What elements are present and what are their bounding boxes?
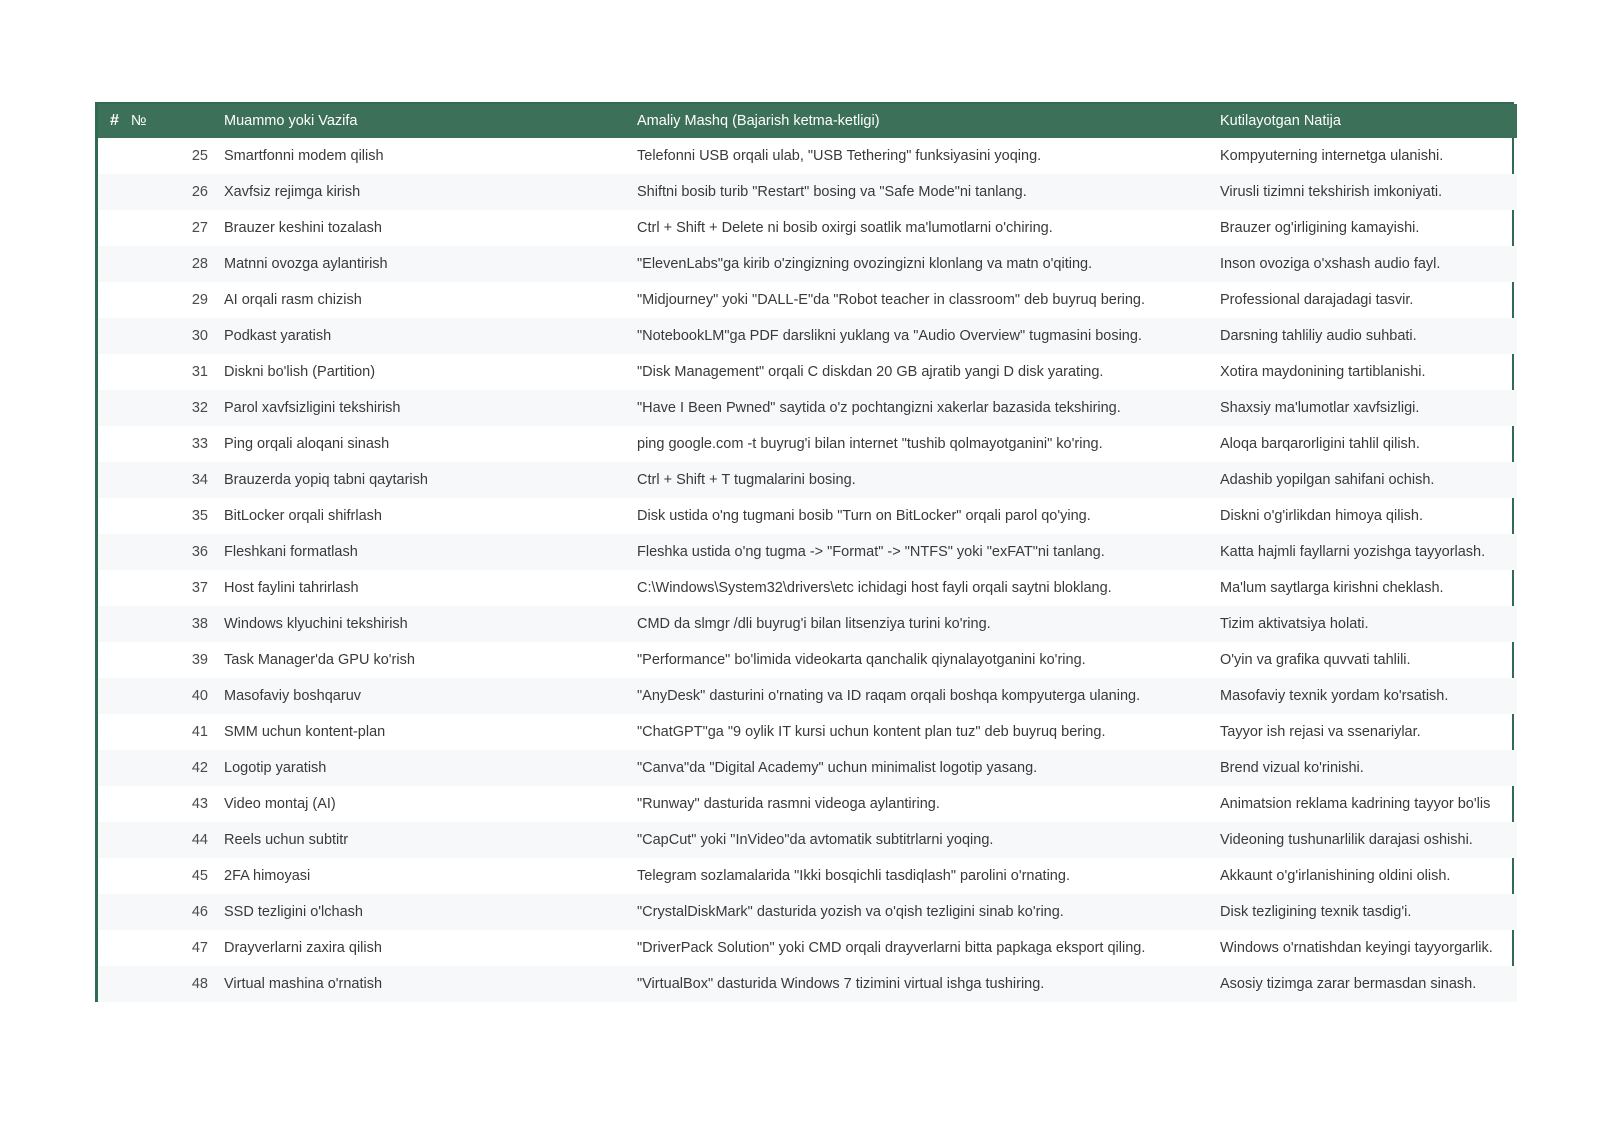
row-number: 48 [191, 976, 208, 992]
table-row [98, 642, 1517, 678]
row-steps: "Canva"da "Digital Academy" uchun minimalist logotip yasang. [637, 760, 1038, 776]
row-task: Reels uchun subtitr [224, 832, 349, 848]
row-number: 38 [191, 616, 208, 632]
header-result: Kutilayotgan Natija [1220, 113, 1341, 129]
task-table [98, 104, 1517, 1002]
row-steps: "CrystalDiskMark" dasturida yozish va o'qish tezligini sinab ko'ring. [637, 904, 1064, 920]
table-header [98, 104, 1517, 138]
row-result: Adashib yopilgan sahifani ochish. [1220, 472, 1435, 488]
header-hash: # [110, 112, 119, 129]
row-number: 46 [191, 904, 208, 920]
table-row [98, 966, 1517, 1002]
row-task: Ping orqali aloqani sinash [224, 436, 390, 452]
row-steps: "ChatGPT"ga "9 oylik IT kursi uchun kontent plan tuz" deb buyruq bering. [637, 724, 1106, 740]
table-row [98, 498, 1517, 534]
row-result: Shaxsiy ma'lumotlar xavfsizligi. [1220, 400, 1420, 416]
row-steps: "Runway" dasturida rasmni videoga aylantiring. [637, 796, 940, 812]
row-number: 34 [191, 472, 208, 488]
row-result: Inson ovoziga o'xshash audio fayl. [1220, 256, 1441, 272]
header-task: Muammo yoki Vazifa [224, 113, 358, 129]
row-steps: "Midjourney" yoki "DALL-E"da "Robot teacher in classroom" deb buyruq bering. [637, 292, 1146, 308]
table-row [98, 786, 1517, 822]
row-number: 47 [191, 940, 208, 956]
row-result: Akkaunt o'g'irlanishining oldini olish. [1220, 868, 1451, 884]
table-row [98, 210, 1517, 246]
row-task: SMM uchun kontent-plan [224, 724, 386, 740]
header-no: № [130, 113, 147, 129]
header-number [98, 104, 224, 138]
row-result: Virusli tizimni tekshirish imkoniyati. [1220, 184, 1443, 200]
row-number: 26 [191, 184, 208, 200]
row-task: Smartfonni modem qilish [224, 148, 384, 164]
table-row [98, 534, 1517, 570]
row-number: 41 [191, 724, 208, 740]
row-result: Asosiy tizimga zarar bermasdan sinash. [1220, 976, 1477, 992]
header-row [98, 104, 1517, 138]
row-task: Virtual mashina o'rnatish [224, 976, 383, 992]
table-row [98, 390, 1517, 426]
row-steps: "DriverPack Solution" yoki CMD orqali drayverlarni bitta papkaga eksport qiling. [637, 940, 1146, 956]
row-steps: Ctrl + Shift + T tugmalarini bosing. [637, 472, 856, 488]
row-result: Tizim aktivatsiya holati. [1220, 616, 1369, 632]
table-row [98, 570, 1517, 606]
row-number: 45 [191, 868, 208, 884]
table-row [98, 246, 1517, 282]
table-body [98, 138, 1517, 1002]
row-task: Brauzer keshini tozalash [224, 220, 382, 236]
row-result: Disk tezligining texnik tasdig'i. [1220, 904, 1412, 920]
row-result: Brend vizual ko'rinishi. [1220, 760, 1364, 776]
row-result: Tayyor ish rejasi va ssenariylar. [1220, 724, 1421, 740]
row-steps: Fleshka ustida o'ng tugma -> "Format" -> "NTFS" yoki "exFAT"ni tanlang. [637, 544, 1105, 560]
table-row [98, 714, 1517, 750]
row-result: Xotira maydonining tartiblanishi. [1220, 364, 1426, 380]
row-task: Podkast yaratish [224, 328, 332, 344]
row-steps: "VirtualBox" dasturida Windows 7 tizimini virtual ishga tushiring. [637, 976, 1045, 992]
row-task: Parol xavfsizligini tekshirish [224, 400, 401, 416]
row-result: Videoning tushunarlilik darajasi oshishi. [1220, 832, 1473, 848]
row-task: Fleshkani formatlash [224, 544, 358, 560]
row-task: Host faylini tahrirlash [224, 580, 359, 596]
row-task: Masofaviy boshqaruv [224, 688, 362, 704]
row-result: Animatsion reklama kadrining tayyor bo'lis [1220, 796, 1491, 812]
table-row [98, 858, 1517, 894]
row-number: 36 [191, 544, 208, 560]
table-row [98, 426, 1517, 462]
task-table-container [95, 102, 1514, 1002]
row-result: Windows o'rnatishdan keyingi tayyorgarlik. [1220, 940, 1493, 956]
row-number: 25 [191, 148, 208, 164]
table-row [98, 894, 1517, 930]
row-result: Katta hajmli fayllarni yozishga tayyorlash. [1220, 544, 1486, 560]
row-steps: Ctrl + Shift + Delete ni bosib oxirgi soatlik ma'lumotlarni o'chiring. [637, 220, 1053, 236]
table-row [98, 606, 1517, 642]
row-task: AI orqali rasm chizish [224, 292, 362, 308]
row-steps: Disk ustida o'ng tugmani bosib "Turn on BitLocker" orqali parol qo'ying. [637, 508, 1091, 524]
row-result: Professional darajadagi tasvir. [1220, 292, 1414, 308]
row-number: 35 [191, 508, 208, 524]
table-row [98, 678, 1517, 714]
row-number: 28 [191, 256, 208, 272]
row-number: 31 [191, 364, 208, 380]
row-task: Brauzerda yopiq tabni qaytarish [224, 472, 428, 488]
row-task: Logotip yaratish [224, 760, 327, 776]
row-result: Brauzer og'irligining kamayishi. [1220, 220, 1420, 236]
table-row [98, 138, 1517, 174]
row-steps: "Performance" bo'limida videokarta qanchalik qiynalayotganini ko'ring. [637, 652, 1086, 668]
row-steps: "Have I Been Pwned" saytida o'z pochtangizni xakerlar bazasida tekshiring. [637, 400, 1121, 416]
row-steps: CMD da slmgr /dli buyrug'i bilan litsenziya turini ko'ring. [637, 616, 991, 632]
row-task: Drayverlarni zaxira qilish [224, 940, 382, 956]
header-steps: Amaliy Mashq (Bajarish ketma-ketligi) [637, 113, 880, 129]
table-row [98, 354, 1517, 390]
row-task: Task Manager'da GPU ko'rish [224, 652, 415, 668]
table-row [98, 318, 1517, 354]
row-number: 30 [191, 328, 208, 344]
row-task: Xavfsiz rejimga kirish [224, 184, 361, 200]
row-steps: "Disk Management" orqali C diskdan 20 GB ajratib yangi D disk yarating. [637, 364, 1104, 380]
row-steps: ping google.com -t buyrug'i bilan internet "tushib qolmayotganini" ko'ring. [637, 436, 1103, 452]
row-number: 39 [191, 652, 208, 668]
row-number: 43 [191, 796, 208, 812]
row-steps: Telefonni USB orqali ulab, "USB Tethering" funksiyasini yoqing. [637, 148, 1042, 164]
row-task: Diskni bo'lish (Partition) [224, 364, 376, 380]
row-number: 42 [191, 760, 208, 776]
row-steps: "ElevenLabs"ga kirib o'zingizning ovozingizni klonlang va matn o'qiting. [637, 256, 1093, 272]
table-row [98, 462, 1517, 498]
table-row [98, 750, 1517, 786]
row-task: SSD tezligini o'lchash [224, 904, 363, 920]
table-row [98, 282, 1517, 318]
row-task: BitLocker orqali shifrlash [224, 508, 382, 524]
row-result: Diskni o'g'irlikdan himoya qilish. [1220, 508, 1423, 524]
row-task: Matnni ovozga aylantirish [224, 256, 388, 272]
table-row [98, 174, 1517, 210]
row-result: Kompyuterning internetga ulanishi. [1220, 148, 1444, 164]
row-number: 29 [191, 292, 208, 308]
row-result: Ma'lum saytlarga kirishni cheklash. [1220, 580, 1444, 596]
row-steps: Telegram sozlamalarida "Ikki bosqichli tasdiqlash" parolini o'rnating. [637, 868, 1070, 884]
row-steps: C:\Windows\System32\drivers\etc ichidagi host fayli orqali saytni bloklang. [637, 580, 1112, 596]
row-steps: "NotebookLM"ga PDF darslikni yuklang va "Audio Overview" tugmasini bosing. [637, 328, 1142, 344]
table-row [98, 930, 1517, 966]
row-number: 32 [191, 400, 208, 416]
row-number: 40 [191, 688, 208, 704]
row-steps: "AnyDesk" dasturini o'rnating va ID raqam orqali boshqa kompyuterga ulaning. [637, 688, 1141, 704]
row-task: Video montaj (AI) [224, 796, 336, 812]
row-result: Darsning tahliliy audio suhbati. [1220, 328, 1417, 344]
row-number: 33 [191, 436, 208, 452]
row-steps: "CapCut" yoki "InVideo"da avtomatik subtitrlarni yoqing. [637, 832, 994, 848]
row-task: Windows klyuchini tekshirish [224, 616, 408, 632]
row-result: Masofaviy texnik yordam ko'rsatish. [1220, 688, 1449, 704]
row-number: 27 [191, 220, 208, 236]
row-task: 2FA himoyasi [224, 868, 311, 884]
row-result: Aloqa barqarorligini tahlil qilish. [1220, 436, 1420, 452]
row-result: O'yin va grafika quvvati tahlili. [1220, 652, 1411, 668]
table-row [98, 822, 1517, 858]
row-number: 44 [191, 832, 208, 848]
row-steps: Shiftni bosib turib "Restart" bosing va "Safe Mode"ni tanlang. [637, 184, 1027, 200]
row-number: 37 [191, 580, 208, 596]
